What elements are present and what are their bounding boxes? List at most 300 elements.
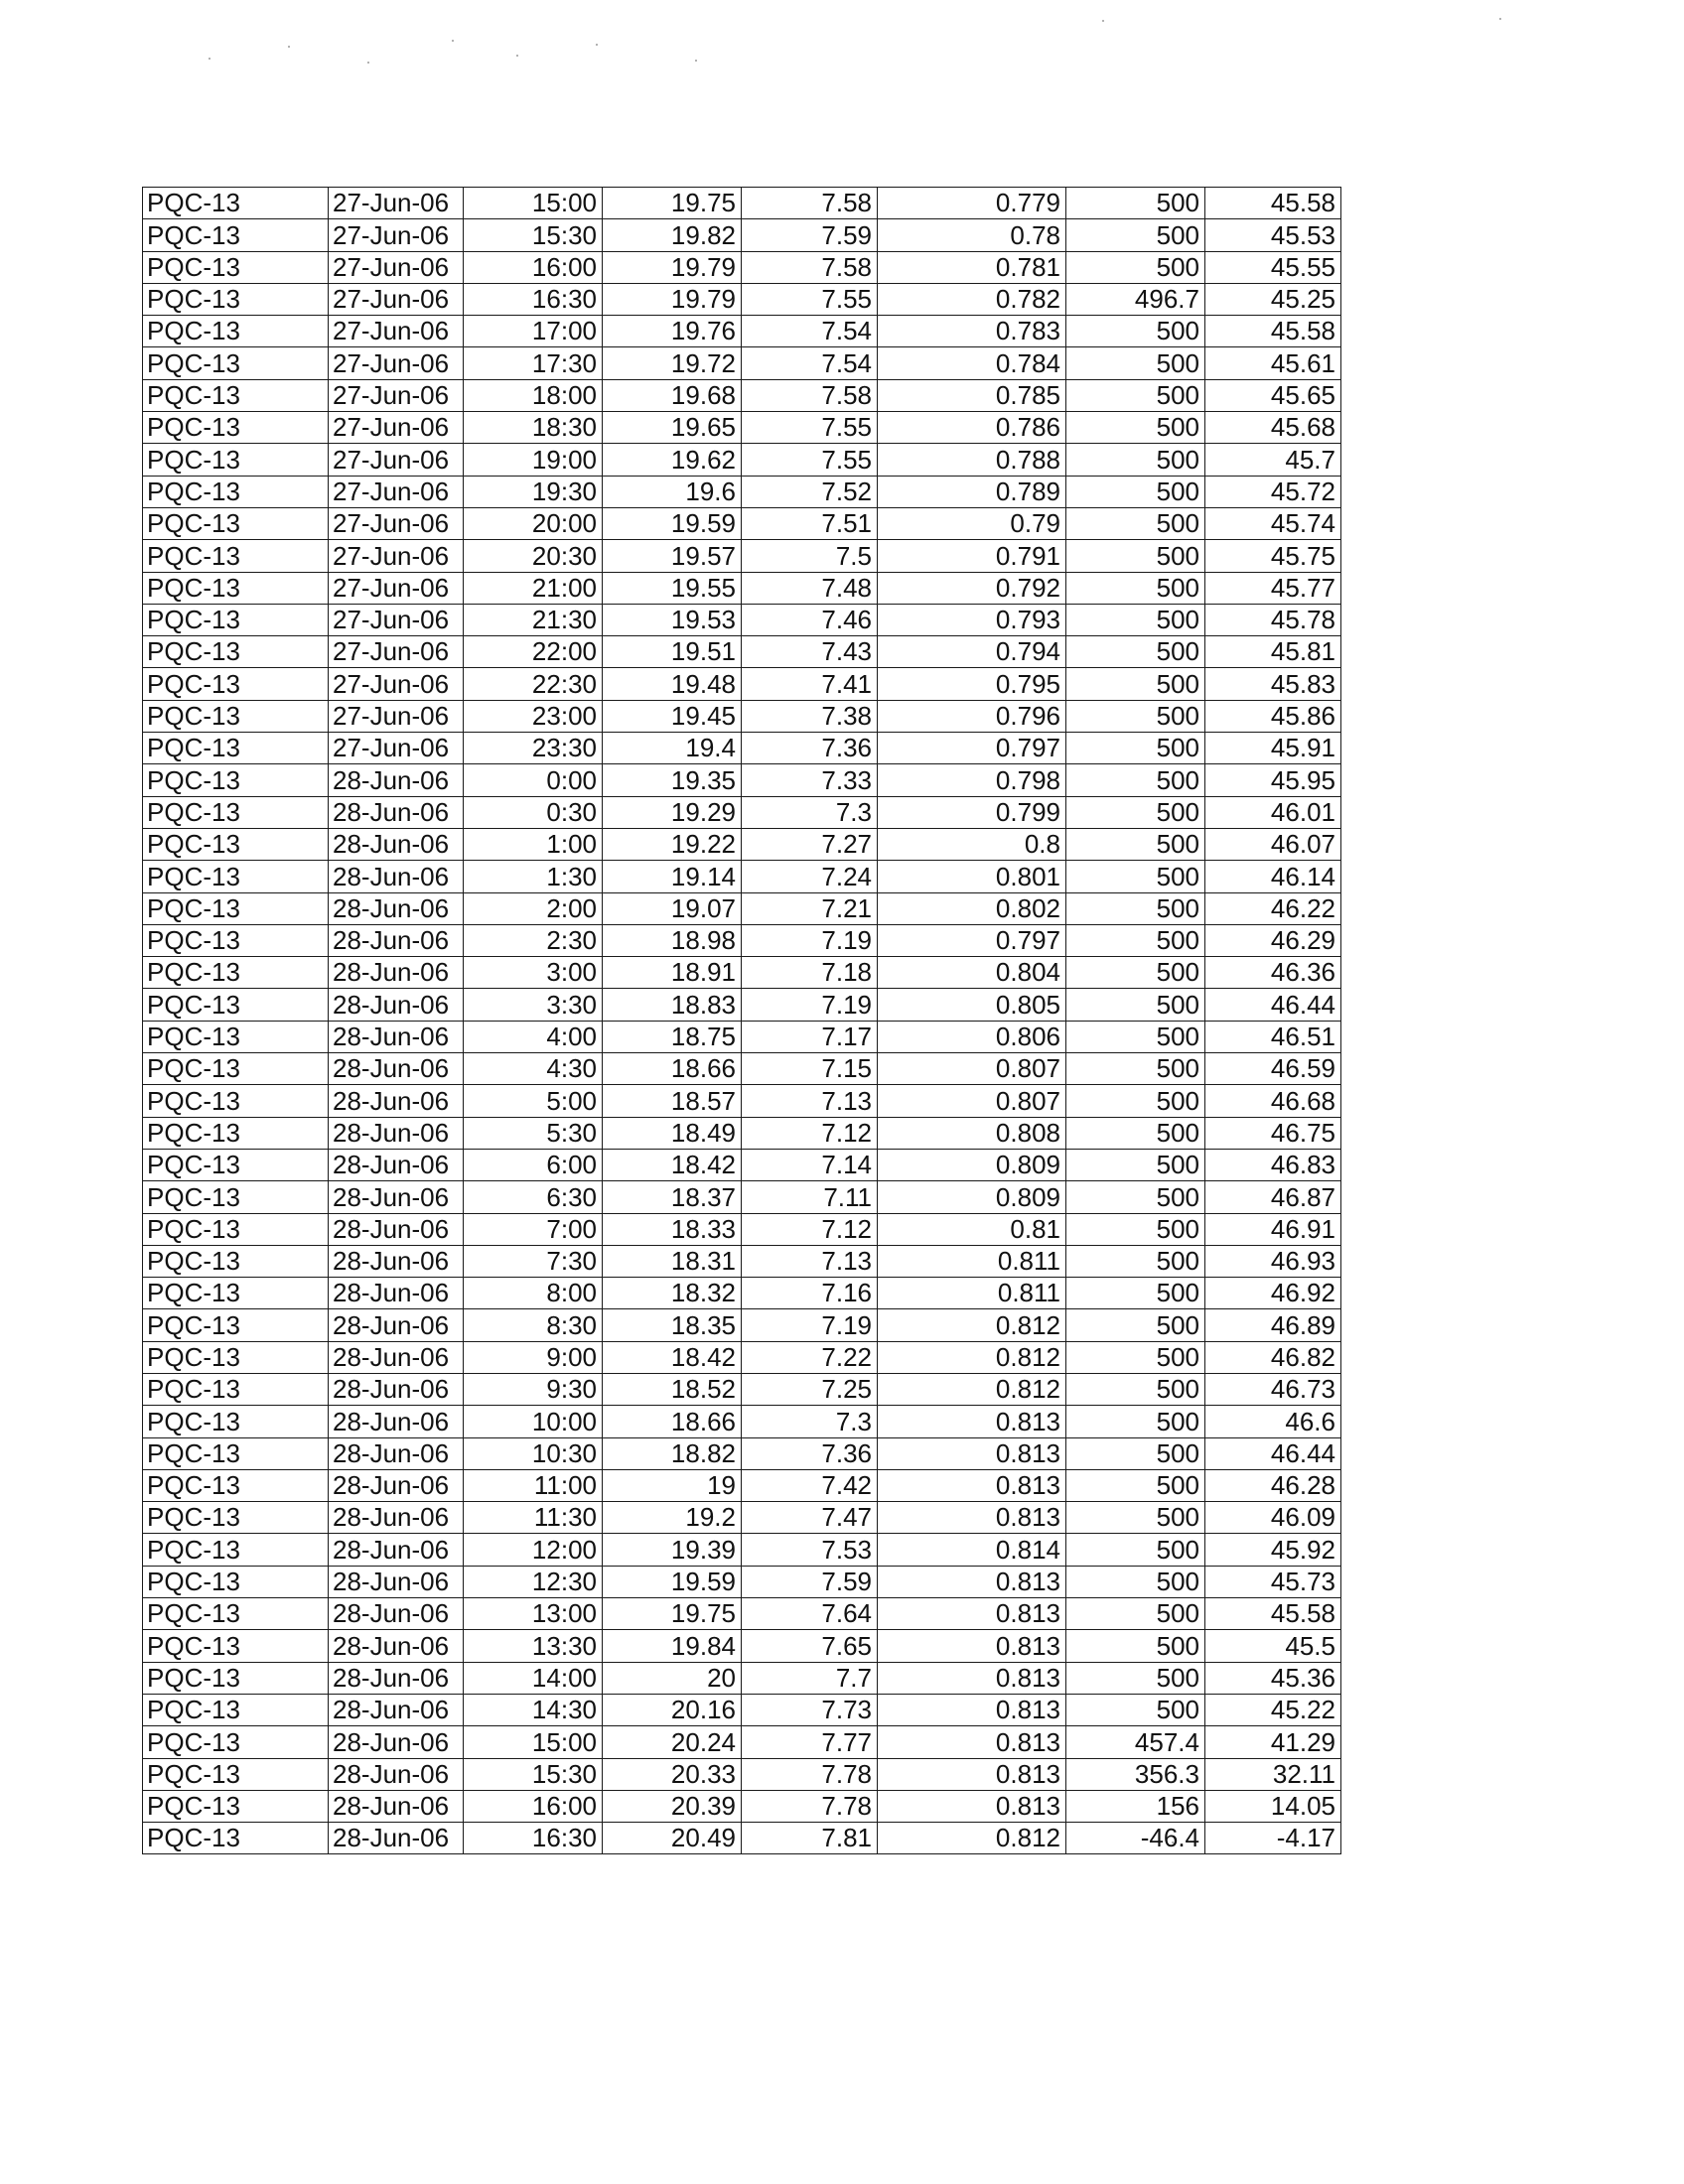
cell-value-col-5: 7.47 [742, 1502, 878, 1534]
cell-value-col-4: 20 [603, 1662, 742, 1694]
cell-value-col-7: 500 [1066, 796, 1205, 828]
cell-value-col-7: 500 [1066, 989, 1205, 1021]
cell-value-col-7: 500 [1066, 957, 1205, 989]
cell-value-col-5: 7.5 [742, 540, 878, 572]
table-row [143, 764, 1341, 796]
cell-value-col-8: 45.77 [1205, 572, 1341, 604]
cell-value-col-4: 19.6 [603, 476, 742, 507]
cell-value-col-6: 0.804 [878, 957, 1066, 989]
cell-value-col-6: 0.802 [878, 892, 1066, 924]
cell-value-col-7: 496.7 [1066, 283, 1205, 315]
cell-time: 13:00 [464, 1598, 603, 1630]
table-row [143, 861, 1341, 892]
cell-value-col-4: 19.75 [603, 1598, 742, 1630]
cell-value-col-6: 0.799 [878, 796, 1066, 828]
cell-value-col-4: 19.72 [603, 347, 742, 379]
cell-value-col-8: 41.29 [1205, 1726, 1341, 1758]
table-row [143, 1502, 1341, 1534]
cell-value-col-8: 45.7 [1205, 444, 1341, 476]
cell-value-col-7: 500 [1066, 1630, 1205, 1662]
cell-well-id: PQC-13 [143, 1278, 329, 1309]
cell-value-col-4: 18.82 [603, 1437, 742, 1469]
cell-time: 20:30 [464, 540, 603, 572]
cell-value-col-5: 7.12 [742, 1213, 878, 1245]
cell-value-col-6: 0.813 [878, 1790, 1066, 1822]
cell-time: 7:00 [464, 1213, 603, 1245]
cell-value-col-6: 0.813 [878, 1406, 1066, 1437]
cell-value-col-8: 46.83 [1205, 1149, 1341, 1180]
cell-well-id: PQC-13 [143, 924, 329, 956]
cell-value-col-7: 500 [1066, 1117, 1205, 1149]
cell-date: 28-Jun-06 [329, 1502, 464, 1534]
cell-well-id: PQC-13 [143, 251, 329, 283]
cell-well-id: PQC-13 [143, 283, 329, 315]
cell-value-col-6: 0.811 [878, 1245, 1066, 1277]
cell-date: 27-Jun-06 [329, 572, 464, 604]
cell-value-col-5: 7.73 [742, 1694, 878, 1725]
cell-time: 16:00 [464, 1790, 603, 1822]
cell-value-col-4: 19.79 [603, 283, 742, 315]
cell-value-col-8: 45.73 [1205, 1566, 1341, 1597]
cell-value-col-4: 18.57 [603, 1085, 742, 1117]
cell-value-col-7: 500 [1066, 668, 1205, 700]
cell-value-col-5: 7.36 [742, 733, 878, 764]
cell-time: 16:00 [464, 251, 603, 283]
cell-time: 21:00 [464, 572, 603, 604]
cell-value-col-8: 46.92 [1205, 1278, 1341, 1309]
cell-value-col-6: 0.779 [878, 188, 1066, 219]
cell-value-col-7: 500 [1066, 1278, 1205, 1309]
table-row [143, 379, 1341, 411]
cell-value-col-6: 0.812 [878, 1341, 1066, 1373]
cell-value-col-5: 7.21 [742, 892, 878, 924]
table-row [143, 1758, 1341, 1790]
cell-date: 28-Jun-06 [329, 1662, 464, 1694]
cell-well-id: PQC-13 [143, 540, 329, 572]
cell-date: 28-Jun-06 [329, 1437, 464, 1469]
cell-value-col-6: 0.813 [878, 1598, 1066, 1630]
cell-value-col-4: 19.48 [603, 668, 742, 700]
table-row [143, 1790, 1341, 1822]
cell-value-col-7: 500 [1066, 892, 1205, 924]
cell-value-col-4: 19.29 [603, 796, 742, 828]
cell-date: 28-Jun-06 [329, 1085, 464, 1117]
cell-value-col-5: 7.64 [742, 1598, 878, 1630]
cell-value-col-6: 0.78 [878, 219, 1066, 251]
cell-value-col-8: 46.51 [1205, 1021, 1341, 1052]
cell-value-col-5: 7.51 [742, 507, 878, 539]
cell-value-col-5: 7.58 [742, 379, 878, 411]
cell-time: 22:30 [464, 668, 603, 700]
cell-value-col-8: 45.95 [1205, 764, 1341, 796]
cell-value-col-7: 500 [1066, 219, 1205, 251]
cell-value-col-7: 500 [1066, 1694, 1205, 1725]
cell-value-col-8: 45.58 [1205, 1598, 1341, 1630]
cell-value-col-7: 500 [1066, 828, 1205, 860]
cell-value-col-6: 0.785 [878, 379, 1066, 411]
cell-value-col-5: 7.46 [742, 604, 878, 635]
cell-value-col-8: 46.22 [1205, 892, 1341, 924]
cell-time: 4:30 [464, 1053, 603, 1085]
cell-time: 4:00 [464, 1021, 603, 1052]
cell-value-col-6: 0.801 [878, 861, 1066, 892]
cell-value-col-5: 7.36 [742, 1437, 878, 1469]
cell-value-col-6: 0.812 [878, 1309, 1066, 1341]
table-row [143, 1181, 1341, 1213]
cell-value-col-6: 0.813 [878, 1566, 1066, 1597]
cell-value-col-4: 18.42 [603, 1149, 742, 1180]
cell-value-col-7: 500 [1066, 347, 1205, 379]
cell-value-col-8: 46.29 [1205, 924, 1341, 956]
cell-value-col-4: 19.07 [603, 892, 742, 924]
cell-well-id: PQC-13 [143, 1309, 329, 1341]
cell-time: 5:30 [464, 1117, 603, 1149]
cell-date: 28-Jun-06 [329, 1758, 464, 1790]
cell-well-id: PQC-13 [143, 828, 329, 860]
cell-value-col-6: 0.805 [878, 989, 1066, 1021]
cell-value-col-7: 500 [1066, 1566, 1205, 1597]
table-row [143, 188, 1341, 219]
cell-value-col-8: 45.92 [1205, 1534, 1341, 1566]
cell-value-col-7: 500 [1066, 733, 1205, 764]
cell-time: 0:00 [464, 764, 603, 796]
cell-value-col-6: 0.807 [878, 1053, 1066, 1085]
table-row [143, 283, 1341, 315]
cell-well-id: PQC-13 [143, 1790, 329, 1822]
cell-value-col-4: 18.66 [603, 1053, 742, 1085]
cell-value-col-5: 7.81 [742, 1823, 878, 1854]
cell-value-col-8: 45.83 [1205, 668, 1341, 700]
cell-value-col-6: 0.808 [878, 1117, 1066, 1149]
cell-value-col-7: 500 [1066, 316, 1205, 347]
cell-value-col-6: 0.813 [878, 1662, 1066, 1694]
cell-well-id: PQC-13 [143, 1021, 329, 1052]
cell-date: 28-Jun-06 [329, 1373, 464, 1405]
cell-value-col-8: 46.68 [1205, 1085, 1341, 1117]
cell-time: 3:30 [464, 989, 603, 1021]
cell-value-col-7: 500 [1066, 379, 1205, 411]
cell-date: 28-Jun-06 [329, 1823, 464, 1854]
cell-value-col-5: 7.12 [742, 1117, 878, 1149]
cell-date: 27-Jun-06 [329, 283, 464, 315]
cell-value-col-5: 7.42 [742, 1469, 878, 1501]
cell-well-id: PQC-13 [143, 507, 329, 539]
table-row [143, 1469, 1341, 1501]
cell-time: 9:00 [464, 1341, 603, 1373]
table-row [143, 636, 1341, 668]
cell-time: 10:30 [464, 1437, 603, 1469]
cell-value-col-6: 0.813 [878, 1758, 1066, 1790]
cell-value-col-8: 45.61 [1205, 347, 1341, 379]
cell-date: 27-Jun-06 [329, 733, 464, 764]
cell-date: 27-Jun-06 [329, 540, 464, 572]
table-row [143, 219, 1341, 251]
cell-well-id: PQC-13 [143, 1406, 329, 1437]
cell-time: 15:30 [464, 219, 603, 251]
table-row [143, 347, 1341, 379]
cell-well-id: PQC-13 [143, 861, 329, 892]
cell-value-col-7: 356.3 [1066, 1758, 1205, 1790]
cell-value-col-4: 18.66 [603, 1406, 742, 1437]
cell-date: 28-Jun-06 [329, 892, 464, 924]
table-row [143, 444, 1341, 476]
cell-value-col-6: 0.809 [878, 1149, 1066, 1180]
cell-value-col-6: 0.814 [878, 1534, 1066, 1566]
cell-value-col-8: 46.01 [1205, 796, 1341, 828]
cell-well-id: PQC-13 [143, 219, 329, 251]
cell-value-col-8: 46.87 [1205, 1181, 1341, 1213]
cell-value-col-4: 18.49 [603, 1117, 742, 1149]
cell-value-col-5: 7.55 [742, 412, 878, 444]
cell-date: 28-Jun-06 [329, 1181, 464, 1213]
cell-value-col-4: 18.75 [603, 1021, 742, 1052]
cell-value-col-8: 14.05 [1205, 1790, 1341, 1822]
cell-value-col-7: 500 [1066, 1021, 1205, 1052]
cell-value-col-4: 20.24 [603, 1726, 742, 1758]
cell-value-col-6: 0.786 [878, 412, 1066, 444]
cell-value-col-7: -46.4 [1066, 1823, 1205, 1854]
cell-well-id: PQC-13 [143, 764, 329, 796]
cell-value-col-7: 500 [1066, 1245, 1205, 1277]
cell-date: 28-Jun-06 [329, 764, 464, 796]
cell-value-col-5: 7.78 [742, 1758, 878, 1790]
cell-value-col-5: 7.48 [742, 572, 878, 604]
cell-value-col-4: 18.35 [603, 1309, 742, 1341]
cell-value-col-4: 20.49 [603, 1823, 742, 1854]
cell-value-col-4: 19.35 [603, 764, 742, 796]
cell-well-id: PQC-13 [143, 1053, 329, 1085]
cell-value-col-8: 46.36 [1205, 957, 1341, 989]
table-row [143, 1373, 1341, 1405]
cell-value-col-5: 7.33 [742, 764, 878, 796]
cell-value-col-8: 45.25 [1205, 283, 1341, 315]
cell-well-id: PQC-13 [143, 1181, 329, 1213]
cell-value-col-6: 0.795 [878, 668, 1066, 700]
cell-well-id: PQC-13 [143, 700, 329, 732]
cell-value-col-4: 19.55 [603, 572, 742, 604]
cell-well-id: PQC-13 [143, 1662, 329, 1694]
cell-value-col-7: 500 [1066, 861, 1205, 892]
cell-well-id: PQC-13 [143, 1534, 329, 1566]
cell-date: 28-Jun-06 [329, 1213, 464, 1245]
cell-time: 2:30 [464, 924, 603, 956]
cell-value-col-7: 500 [1066, 924, 1205, 956]
cell-value-col-4: 19.59 [603, 507, 742, 539]
cell-time: 14:00 [464, 1662, 603, 1694]
cell-value-col-5: 7.77 [742, 1726, 878, 1758]
cell-value-col-6: 0.809 [878, 1181, 1066, 1213]
cell-value-col-6: 0.813 [878, 1469, 1066, 1501]
cell-value-col-5: 7.53 [742, 1534, 878, 1566]
cell-value-col-6: 0.813 [878, 1694, 1066, 1725]
cell-value-col-5: 7.58 [742, 251, 878, 283]
cell-time: 7:30 [464, 1245, 603, 1277]
cell-value-col-8: 46.73 [1205, 1373, 1341, 1405]
cell-date: 28-Jun-06 [329, 1053, 464, 1085]
cell-value-col-8: 45.5 [1205, 1630, 1341, 1662]
cell-value-col-4: 19.51 [603, 636, 742, 668]
table-row [143, 572, 1341, 604]
cell-time: 20:00 [464, 507, 603, 539]
cell-value-col-8: 46.82 [1205, 1341, 1341, 1373]
cell-value-col-4: 19.39 [603, 1534, 742, 1566]
cell-value-col-5: 7.52 [742, 476, 878, 507]
cell-date: 28-Jun-06 [329, 1630, 464, 1662]
cell-value-col-8: 45.75 [1205, 540, 1341, 572]
cell-value-col-7: 500 [1066, 1437, 1205, 1469]
table-row [143, 1630, 1341, 1662]
cell-value-col-6: 0.81 [878, 1213, 1066, 1245]
cell-value-col-5: 7.7 [742, 1662, 878, 1694]
cell-value-col-7: 500 [1066, 1373, 1205, 1405]
cell-date: 28-Jun-06 [329, 989, 464, 1021]
table-row [143, 924, 1341, 956]
cell-value-col-6: 0.813 [878, 1630, 1066, 1662]
table-row [143, 700, 1341, 732]
cell-value-col-8: 45.53 [1205, 219, 1341, 251]
cell-value-col-7: 500 [1066, 1502, 1205, 1534]
cell-date: 27-Jun-06 [329, 188, 464, 219]
cell-value-col-7: 500 [1066, 412, 1205, 444]
cell-value-col-4: 19.59 [603, 1566, 742, 1597]
cell-value-col-7: 500 [1066, 188, 1205, 219]
cell-value-col-5: 7.18 [742, 957, 878, 989]
cell-value-col-8: 45.55 [1205, 251, 1341, 283]
cell-time: 21:30 [464, 604, 603, 635]
cell-value-col-5: 7.43 [742, 636, 878, 668]
cell-value-col-4: 19.65 [603, 412, 742, 444]
cell-well-id: PQC-13 [143, 1630, 329, 1662]
cell-value-col-8: 46.93 [1205, 1245, 1341, 1277]
cell-value-col-5: 7.3 [742, 1406, 878, 1437]
table-row [143, 1726, 1341, 1758]
cell-value-col-7: 500 [1066, 1085, 1205, 1117]
cell-value-col-6: 0.784 [878, 347, 1066, 379]
cell-date: 27-Jun-06 [329, 347, 464, 379]
cell-date: 28-Jun-06 [329, 1341, 464, 1373]
cell-time: 14:30 [464, 1694, 603, 1725]
cell-value-col-5: 7.11 [742, 1181, 878, 1213]
cell-value-col-8: 45.58 [1205, 316, 1341, 347]
cell-value-col-6: 0.811 [878, 1278, 1066, 1309]
cell-value-col-4: 18.37 [603, 1181, 742, 1213]
cell-date: 28-Jun-06 [329, 924, 464, 956]
cell-well-id: PQC-13 [143, 347, 329, 379]
cell-time: 15:00 [464, 1726, 603, 1758]
cell-value-col-6: 0.792 [878, 572, 1066, 604]
cell-time: 0:30 [464, 796, 603, 828]
cell-date: 28-Jun-06 [329, 1245, 464, 1277]
cell-value-col-7: 500 [1066, 540, 1205, 572]
cell-time: 8:00 [464, 1278, 603, 1309]
cell-well-id: PQC-13 [143, 796, 329, 828]
table-row [143, 1823, 1341, 1854]
cell-value-col-7: 500 [1066, 1181, 1205, 1213]
cell-value-col-4: 20.16 [603, 1694, 742, 1725]
cell-date: 27-Jun-06 [329, 636, 464, 668]
cell-value-col-4: 18.42 [603, 1341, 742, 1373]
cell-value-col-8: 46.07 [1205, 828, 1341, 860]
cell-value-col-5: 7.24 [742, 861, 878, 892]
cell-time: 1:30 [464, 861, 603, 892]
cell-value-col-8: 46.6 [1205, 1406, 1341, 1437]
cell-well-id: PQC-13 [143, 444, 329, 476]
cell-value-col-4: 19.45 [603, 700, 742, 732]
cell-value-col-5: 7.54 [742, 347, 878, 379]
cell-well-id: PQC-13 [143, 1117, 329, 1149]
cell-well-id: PQC-13 [143, 1469, 329, 1501]
cell-well-id: PQC-13 [143, 1213, 329, 1245]
cell-value-col-4: 19.82 [603, 219, 742, 251]
cell-value-col-8: 46.14 [1205, 861, 1341, 892]
cell-value-col-8: 45.78 [1205, 604, 1341, 635]
table-row [143, 476, 1341, 507]
cell-well-id: PQC-13 [143, 316, 329, 347]
cell-value-col-7: 500 [1066, 444, 1205, 476]
cell-well-id: PQC-13 [143, 604, 329, 635]
cell-value-col-5: 7.59 [742, 1566, 878, 1597]
cell-value-col-7: 500 [1066, 700, 1205, 732]
table-row [143, 1598, 1341, 1630]
cell-value-col-8: 46.89 [1205, 1309, 1341, 1341]
cell-well-id: PQC-13 [143, 476, 329, 507]
cell-value-col-8: 46.28 [1205, 1469, 1341, 1501]
table-row [143, 1406, 1341, 1437]
cell-date: 28-Jun-06 [329, 1534, 464, 1566]
cell-well-id: PQC-13 [143, 668, 329, 700]
cell-value-col-6: 0.79 [878, 507, 1066, 539]
cell-well-id: PQC-13 [143, 989, 329, 1021]
cell-time: 3:00 [464, 957, 603, 989]
cell-value-col-5: 7.25 [742, 1373, 878, 1405]
cell-value-col-8: -4.17 [1205, 1823, 1341, 1854]
cell-date: 27-Jun-06 [329, 476, 464, 507]
cell-well-id: PQC-13 [143, 412, 329, 444]
cell-time: 12:30 [464, 1566, 603, 1597]
cell-value-col-7: 500 [1066, 507, 1205, 539]
cell-time: 16:30 [464, 283, 603, 315]
cell-time: 1:00 [464, 828, 603, 860]
table-row [143, 1021, 1341, 1052]
cell-time: 18:30 [464, 412, 603, 444]
cell-date: 27-Jun-06 [329, 444, 464, 476]
cell-value-col-6: 0.8 [878, 828, 1066, 860]
cell-value-col-7: 500 [1066, 1534, 1205, 1566]
table-row [143, 1341, 1341, 1373]
cell-well-id: PQC-13 [143, 1823, 329, 1854]
cell-value-col-6: 0.798 [878, 764, 1066, 796]
cell-value-col-8: 45.65 [1205, 379, 1341, 411]
cell-value-col-4: 19 [603, 1469, 742, 1501]
cell-value-col-5: 7.38 [742, 700, 878, 732]
cell-date: 28-Jun-06 [329, 1694, 464, 1725]
cell-date: 28-Jun-06 [329, 1309, 464, 1341]
cell-value-col-6: 0.807 [878, 1085, 1066, 1117]
cell-value-col-8: 32.11 [1205, 1758, 1341, 1790]
table-row [143, 1662, 1341, 1694]
cell-value-col-5: 7.15 [742, 1053, 878, 1085]
cell-value-col-8: 46.59 [1205, 1053, 1341, 1085]
table-row [143, 412, 1341, 444]
cell-value-col-8: 45.81 [1205, 636, 1341, 668]
cell-value-col-6: 0.788 [878, 444, 1066, 476]
cell-value-col-5: 7.65 [742, 1630, 878, 1662]
cell-value-col-6: 0.796 [878, 700, 1066, 732]
cell-date: 28-Jun-06 [329, 1469, 464, 1501]
cell-value-col-4: 18.33 [603, 1213, 742, 1245]
cell-value-col-4: 19.76 [603, 316, 742, 347]
cell-date: 28-Jun-06 [329, 1021, 464, 1052]
